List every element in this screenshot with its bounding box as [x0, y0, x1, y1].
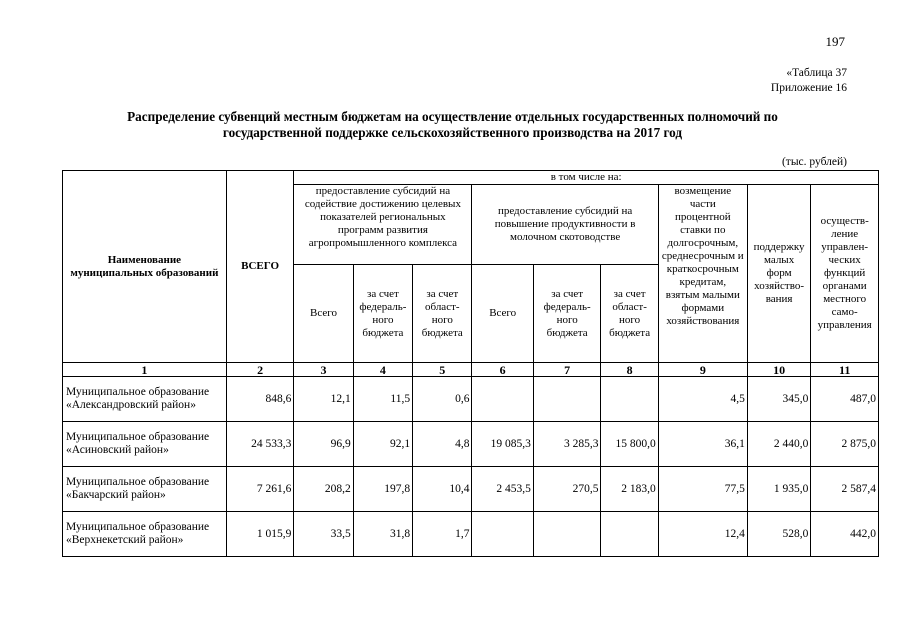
header-total: ВСЕГО [226, 171, 294, 363]
column-number: 4 [353, 363, 412, 377]
column-number: 8 [601, 363, 658, 377]
cell-g2-federal [533, 512, 601, 557]
column-number: 10 [747, 363, 810, 377]
title-line-2: государственной поддержке сельскохозяйственного производства на 2017 год [222, 125, 683, 140]
municipality-name: Муниципальное образование «Асиновский район» [63, 422, 227, 467]
cell-g2-federal [533, 377, 601, 422]
appendix-table-label: «Таблица 37 [786, 67, 847, 79]
cell-g2-regional: 15 800,0 [601, 422, 658, 467]
table-row [63, 422, 879, 467]
title-line-1: Распределение субвенций местным бюджетам на осуществление отдельных государственных полномочий по [127, 109, 778, 124]
header-g1-total: Всего [294, 265, 353, 363]
cell-management: 2 587,4 [811, 467, 879, 512]
cell-total: 1 015,9 [226, 512, 294, 557]
cell-management: 2 875,0 [811, 422, 879, 467]
cell-g2-federal: 270,5 [533, 467, 601, 512]
header-g2-total: Всего [472, 265, 533, 363]
cell-g1-regional: 4,8 [413, 422, 472, 467]
header-management-functions: осуществ-ление управлен-ческих функций органами местного само-управления [811, 185, 879, 363]
header-small-farms-support: поддержку малых форм хозяйство-вания [747, 185, 810, 363]
cell-small-farms: 1 935,0 [747, 467, 810, 512]
cell-g2-federal: 3 285,3 [533, 422, 601, 467]
cell-interest: 4,5 [658, 377, 747, 422]
units-label: (тыс. рублей) [781, 156, 847, 168]
header-g1-regional: за счет област-ного бюджета [413, 265, 472, 363]
cell-small-farms: 528,0 [747, 512, 810, 557]
column-number: 7 [533, 363, 601, 377]
appendix-reference [771, 66, 847, 96]
header-g1-federal: за счет федераль-ного бюджета [353, 265, 412, 363]
cell-small-farms: 345,0 [747, 377, 810, 422]
cell-interest: 36,1 [658, 422, 747, 467]
cell-g1-total: 208,2 [294, 467, 353, 512]
column-number: 1 [63, 363, 227, 377]
header-including: в том числе на: [294, 171, 879, 185]
cell-small-farms: 2 440,0 [747, 422, 810, 467]
cell-g1-regional: 0,6 [413, 377, 472, 422]
cell-g1-federal: 92,1 [353, 422, 412, 467]
cell-total: 7 261,6 [226, 467, 294, 512]
cell-g1-federal: 197,8 [353, 467, 412, 512]
header-interest-compensation: возмещение части процентной ставки по долгосрочным, среднесрочным и краткосрочным кредитам, взятым малыми формами хозяйствования [658, 185, 747, 363]
header-g2-regional: за счет област-ного бюджета [601, 265, 658, 363]
cell-g2-total: 2 453,5 [472, 467, 533, 512]
column-number: 9 [658, 363, 747, 377]
cell-g2-total [472, 512, 533, 557]
cell-g1-federal: 11,5 [353, 377, 412, 422]
cell-interest: 12,4 [658, 512, 747, 557]
cell-total: 24 533,3 [226, 422, 294, 467]
cell-g2-total: 19 085,3 [472, 422, 533, 467]
appendix-label: Приложение 16 [770, 82, 847, 94]
column-number: 6 [472, 363, 533, 377]
cell-total: 848,6 [226, 377, 294, 422]
cell-g1-regional: 1,7 [413, 512, 472, 557]
cell-g2-regional [601, 512, 658, 557]
cell-g2-regional: 2 183,0 [601, 467, 658, 512]
cell-g1-regional: 10,4 [413, 467, 472, 512]
cell-g1-total: 96,9 [294, 422, 353, 467]
page-number: 197 [825, 34, 845, 49]
municipality-name: Муниципальное образование «Бакчарский район» [63, 467, 227, 512]
municipality-name: Муниципальное образование «Александровский район» [63, 377, 227, 422]
municipality-name: Муниципальное образование «Верхнекетский район» [63, 512, 227, 557]
cell-g1-total: 33,5 [294, 512, 353, 557]
header-group-agro-programs: предоставление субсидий на содействие достижению целевых показателей региональных программ развития агропромышленного комплекса [294, 185, 472, 265]
table-row [63, 512, 879, 557]
cell-management: 487,0 [811, 377, 879, 422]
cell-g2-regional [601, 377, 658, 422]
column-number: 2 [226, 363, 294, 377]
header-g2-federal: за счет федераль-ного бюджета [533, 265, 601, 363]
column-number: 11 [811, 363, 879, 377]
subventions-table [62, 170, 879, 557]
header-group-dairy: предоставление субсидий на повышение продуктивности в молочном скотоводстве [472, 185, 658, 265]
table-row [63, 377, 879, 422]
document-title [90, 109, 815, 141]
column-number: 5 [413, 363, 472, 377]
table-row [63, 467, 879, 512]
cell-g2-total [472, 377, 533, 422]
column-number-row [63, 363, 879, 377]
header-name: Наименование муниципальных образований [63, 171, 227, 363]
cell-interest: 77,5 [658, 467, 747, 512]
column-number: 3 [294, 363, 353, 377]
cell-management: 442,0 [811, 512, 879, 557]
cell-g1-federal: 31,8 [353, 512, 412, 557]
cell-g1-total: 12,1 [294, 377, 353, 422]
